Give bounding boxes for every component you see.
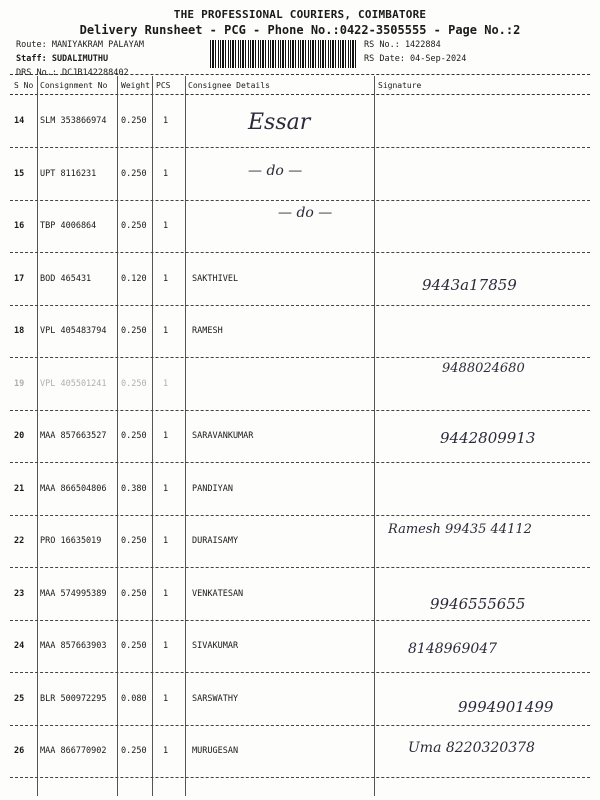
row-signature: — do — (278, 205, 333, 221)
column-header-pcs: PCS (156, 81, 171, 90)
table-row (10, 726, 590, 778)
row-consignment-no: BOD 465431 (40, 273, 92, 284)
row-consignment-no: UPT 8116231 (40, 168, 97, 179)
row-signature: Uma 8220320378 (408, 740, 535, 756)
row-consignee: SIVAKUMAR (192, 641, 239, 651)
row-sno: 17 (14, 273, 25, 284)
row-signature: 9488024680 (442, 360, 525, 376)
row-consignment-no: MAA 574995389 (40, 588, 107, 599)
staff-text: Staff: SUDALIMUTHU (16, 54, 109, 64)
row-pcs: 1 (163, 168, 169, 179)
route-text: Route: MANIYAKRAM PALAYAM (16, 40, 144, 50)
row-weight: 0.250 (121, 116, 147, 126)
row-consignment-no: MAA 866770902 (40, 746, 107, 756)
row-weight: 0.380 (121, 483, 147, 494)
column-header-weight: Weight (121, 81, 150, 90)
table-row (10, 96, 590, 148)
row-consignee: SAKTHIVEL (192, 273, 239, 284)
row-sno: 24 (14, 641, 25, 651)
barcode (210, 40, 358, 68)
column-header-sno: S No (14, 81, 34, 90)
row-consignee: PANDIYAN (192, 483, 233, 494)
column-header-signature: Signature (378, 81, 422, 90)
row-sno: 26 (14, 746, 25, 756)
row-pcs: 1 (163, 746, 169, 756)
row-sno: 19 (14, 378, 25, 389)
row-weight: 0.250 (121, 746, 147, 756)
row-signature: Essar (248, 110, 311, 135)
row-consignee: DURAISAMY (192, 536, 239, 546)
row-sno: 23 (14, 588, 25, 599)
row-pcs: 1 (163, 273, 169, 284)
table-row (10, 464, 590, 516)
row-signature: 9946555655 (430, 594, 526, 613)
row-weight: 0.250 (121, 431, 147, 441)
row-weight: 0.250 (121, 641, 147, 651)
runsheet-meta-right (364, 38, 466, 66)
row-weight: 0.250 (121, 221, 147, 231)
column-header-consignment: Consignment No (40, 81, 108, 90)
row-divider (10, 777, 590, 778)
row-signature: 9994901499 (458, 697, 554, 716)
row-consignee: VENKATESAN (192, 588, 244, 599)
row-consignee: MURUGESAN (192, 746, 239, 756)
rs-date: RS Date: 04-Sep-2024 (364, 54, 467, 64)
row-signature: 9442809913 (440, 429, 536, 447)
table-row (10, 254, 590, 306)
row-sno: 14 (14, 116, 25, 126)
row-pcs: 1 (163, 431, 169, 441)
row-consignee: SARSWATHY (192, 693, 239, 704)
row-weight: 0.250 (121, 168, 147, 179)
table-row (10, 306, 590, 358)
rs-number: RS No.: 1422884 (364, 40, 441, 50)
row-pcs: 1 (163, 221, 169, 231)
row-consignee: RAMESH (192, 326, 223, 336)
row-weight: 0.080 (121, 693, 147, 704)
runsheet-subtitle: Delivery Runsheet - PCG - Phone No.:0422-3505555 - Page No.:2 (79, 23, 521, 37)
row-weight: 0.250 (121, 326, 147, 336)
table-row (10, 149, 590, 201)
row-sno: 20 (14, 431, 25, 441)
column-header-consignee: Consignee Details (188, 81, 270, 90)
table-row (10, 569, 590, 621)
row-consignment-no: PRO 16635019 (40, 536, 102, 546)
row-consignment-no: BLR 500972295 (40, 693, 107, 704)
row-consignment-no: MAA 857663527 (40, 431, 107, 441)
row-sno: 16 (14, 221, 25, 231)
row-pcs: 1 (163, 378, 169, 389)
row-pcs: 1 (163, 536, 169, 546)
header-divider-top (10, 74, 590, 75)
row-sno: 21 (14, 483, 25, 494)
row-sno: 22 (14, 536, 25, 546)
row-pcs: 1 (163, 483, 169, 494)
row-pcs: 1 (163, 641, 169, 651)
table-row (10, 411, 590, 463)
row-sno: 25 (14, 693, 25, 704)
row-weight: 0.250 (121, 378, 147, 389)
row-consignment-no: VPL 405483794 (40, 326, 107, 336)
row-weight: 0.250 (121, 536, 147, 546)
row-signature: Ramesh 99435 44112 (388, 522, 532, 537)
row-consignment-no: TBP 4006864 (40, 221, 97, 231)
row-sno: 15 (14, 168, 25, 179)
drs-number: DRS No.: DCJB142288402 (16, 68, 129, 78)
header-divider-bottom (10, 94, 590, 95)
row-weight: 0.120 (121, 273, 147, 284)
row-pcs: 1 (163, 326, 169, 336)
row-consignment-no: MAA 857663903 (40, 641, 107, 651)
table-row (10, 621, 590, 673)
table-row (10, 516, 590, 568)
row-sno: 18 (14, 326, 25, 336)
table-row (10, 359, 590, 411)
row-signature: 9443a17859 (422, 275, 517, 294)
row-consignment-no: SLM 353866974 (40, 116, 107, 126)
company-title: THE PROFESSIONAL COURIERS, COIMBATORE (173, 8, 427, 21)
row-pcs: 1 (163, 588, 169, 599)
row-consignment-no: VPL 405501241 (40, 378, 107, 389)
row-signature: — do — (248, 162, 303, 179)
table-row (10, 674, 590, 726)
row-pcs: 1 (163, 116, 169, 126)
row-signature: 8148969047 (408, 641, 498, 657)
table-row (10, 201, 590, 253)
row-pcs: 1 (163, 693, 169, 704)
row-consignment-no: MAA 866504806 (40, 483, 107, 494)
row-weight: 0.250 (121, 588, 147, 599)
row-consignee: SARAVANKUMAR (192, 431, 254, 441)
